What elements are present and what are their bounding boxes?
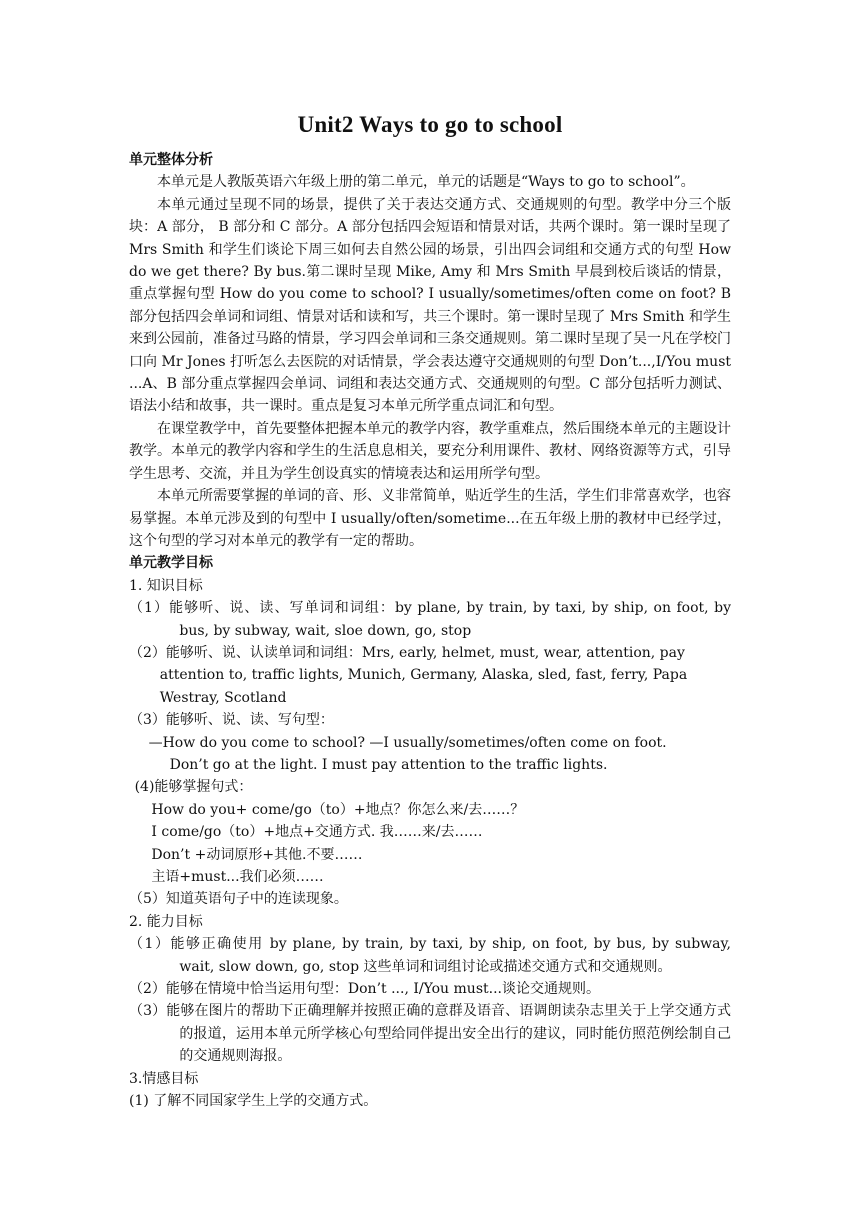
ability-goals-heading: 2. 能力目标 — [129, 913, 203, 930]
ability-item: （2）能够在情境中恰当运用句型：Don’t ..., I/You must...谈论交通规则。 — [129, 981, 600, 998]
ability-item: （1）能够正确使用 by plane, by train, by taxi, by ship, on foot, by bus, by subway, wait, slow down, go, stop 这些单词和词组讨论或描述交通方式和交通规则。 — [129, 936, 731, 975]
emotion-item: (1) 了解不同国家学生上学的交通方式。 — [129, 1093, 378, 1110]
knowledge-item: （3）能够听、说、读、写句型： — [129, 712, 334, 729]
section-heading-analysis: 单元整体分析 — [129, 152, 213, 168]
sentence-form-line: 主语+must...我们必须…… — [151, 869, 324, 885]
sentence-form-line: I come/go（to）+地点+交通方式. 我……来/去…… — [151, 824, 483, 841]
analysis-paragraph: 本单元通过呈现不同的场景，提供了关于表达交通方式、交通规则的句型。教学中分三个版块：A 部分， B 部分和 C 部分。A 部分包括四会短语和情景对话，共两个课时。第一课时呈现了 Mrs Smith 和学生们谈论下周三如何去自然公园的场景，引出四会词组和交通方式的句型 How do we get there? By bus.第二课时呈现 Mike, Amy 和 Mrs Smith 早晨到校后谈话的情景，重点掌握句型 How do you come to school? I usually/sometimes/often come on foot? B 部分包括四会单词和词组、情景对话和读和写，共三个课时。第一课时呈现了 Mrs Smith 和学生来到公园前，准备过马路的情景，学习四会单词和三条交通规则。第二课时呈现了吴一凡在学校门口向 Mr Jones 打听怎么去医院的对话情景，学会表达遵守交通规则的句型 Don’t...,I/You must ...A、B 部分重点掌握四会单词、词组和表达交通方式、交通规则的句型。C 部分包括听力测试、语法小结和故事，共一课时。重点是复习本单元所学重点词汇和句型。 — [129, 196, 731, 415]
analysis-paragraph: 本单元是人教版英语六年级上册的第二单元，单元的话题是“Ways to go to school”。 — [157, 174, 695, 191]
knowledge-goals-heading: 1. 知识目标 — [129, 577, 203, 594]
analysis-paragraph: 在课堂教学中，首先要整体把握本单元的教学内容，教学重难点，然后围绕本单元的主题设计教学。本单元的教学内容和学生的生活息息相关，要充分利用课件、教材、网络资源等方式，引导学生思考、交流，并且为学生创设真实的情境表达和运用所学句型。 — [129, 420, 731, 482]
emotion-goals-heading: 3.情感目标 — [129, 1070, 199, 1087]
document-body — [129, 149, 731, 1112]
sentence-pattern-line: Don’t go at the light. I must pay attention to the traffic lights. — [169, 756, 608, 773]
sentence-form-line: How do you+ come/go（to）+地点？你怎么来/去……？ — [151, 801, 525, 818]
sentence-pattern-line: —How do you come to school? —I usually/sometimes/often come on foot. — [148, 734, 667, 751]
analysis-paragraph: 本单元所需要掌握的单词的音、形、义非常简单，贴近学生的生活，学生们非常喜欢学，也容易掌握。本单元涉及到的句型中 I usually/often/sometime...在五年级上册的教材中已经学过，这个句型的学习对本单元的教学有一定的帮助。 — [129, 488, 731, 549]
knowledge-item: （5）知道英语句子中的连读现象。 — [129, 891, 348, 908]
knowledge-item: （2）能够听、说、认读单词和词组：Mrs, early, helmet, must, wear, attention, pay attention to, traffic lights, Munich, Germany, Alaska, sled, fast, ferry, Papa Westray, Scotland — [129, 644, 688, 706]
knowledge-item: （1）能够听、说、读、写单词和词组：by plane, by train, by taxi, by ship, on foot, by bus, by subway, wait, sloe down, go, stop — [129, 600, 731, 639]
document-title: Unit2 Ways to go to school — [297, 112, 563, 137]
sentence-form-line: Don’t +动词原形+其他.不要…… — [151, 846, 363, 863]
knowledge-item: (4)能够掌握句式： — [134, 779, 253, 796]
section-heading-goals: 单元教学目标 — [129, 555, 213, 572]
ability-item: （3）能够在图片的帮助下正确理解并按照正确的意群及语音、语调朗读杂志里关于上学交通方式的报道，运用本单元所学核心句型给同伴提出安全出行的建议，同时能仿照范例绘制自己的交通规则海报。 — [129, 1003, 731, 1065]
